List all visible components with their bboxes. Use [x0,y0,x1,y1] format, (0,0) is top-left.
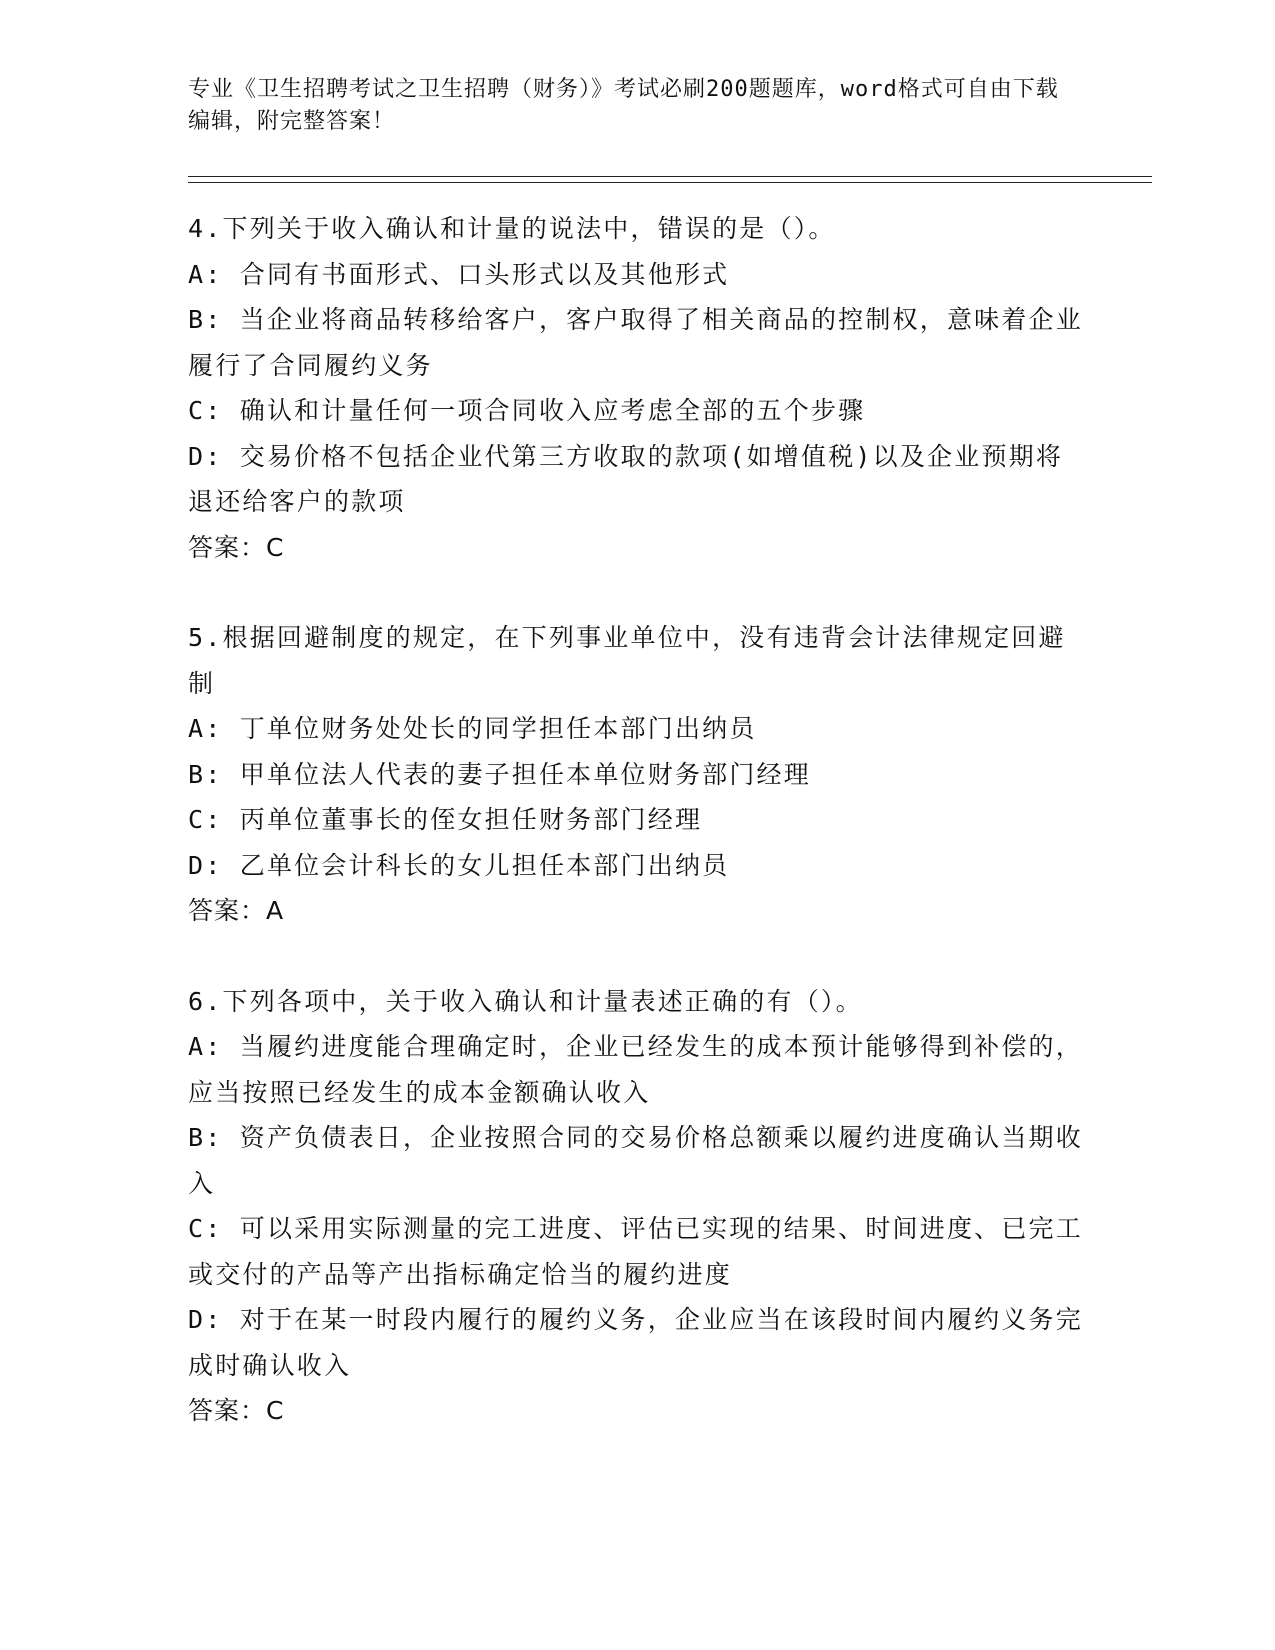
header-divider-bottom [188,182,1152,183]
answer: 答案：C [188,1396,285,1425]
header-divider-top [188,176,1152,177]
option-b: B: 甲单位法人代表的妻子担任本单位财务部门经理 [188,759,811,789]
option-d: D: 乙单位会计科长的女儿担任本部门出纳员 [188,850,730,880]
option-d: D: 对于在某一时段内履行的履约义务，企业应当在该段时间内履约义务完成时确认收入 [188,1305,1083,1380]
question-4 [188,206,1088,570]
option-d: D: 交易价格不包括企业代第三方收取的款项(如增值税)以及企业预期将退还给客户的款项 [188,441,1064,516]
question-list [188,206,1088,1479]
option-c: C: 丙单位董事长的侄女担任财务部门经理 [188,805,703,834]
question-stem: 5.根据回避制度的规定，在下列事业单位中，没有违背会计法律规定回避制 [188,623,1066,698]
option-a: A: 当履约进度能合理确定时，企业已经发生的成本预计能够得到补偿的，应当按照已经发生的成本金额确认收入 [188,1032,1083,1107]
question-stem: 4.下列关于收入确认和计量的说法中，错误的是（）。 [188,214,836,243]
option-c: C: 确认和计量任何一项合同收入应考虑全部的五个步骤 [188,396,866,425]
option-b: B: 当企业将商品转移给客户，客户取得了相关商品的控制权，意味着企业履行了合同履约义务 [188,305,1083,380]
question-5 [188,615,1088,934]
option-a: A: 丁单位财务处处长的同学担任本部门出纳员 [188,714,757,743]
answer: 答案：A [188,896,285,925]
question-6 [188,979,1088,1434]
option-c: C: 可以采用实际测量的完工进度、评估已实现的结果、时间进度、已完工或交付的产品等产出指标确定恰当的履约进度 [188,1214,1083,1289]
question-stem: 6.下列各项中，关于收入确认和计量表述正确的有（）。 [188,986,863,1016]
option-b: B: 资产负债表日，企业按照合同的交易价格总额乘以履约进度确认当期收入 [188,1123,1083,1198]
answer: 答案：C [188,532,285,562]
document-header: 专业《卫生招聘考试之卫生招聘（财务）》考试必刷200题题库，word格式可自由下载编辑，附完整答案！ [188,77,1059,134]
option-a: A: 合同有书面形式、口头形式以及其他形式 [188,259,730,289]
